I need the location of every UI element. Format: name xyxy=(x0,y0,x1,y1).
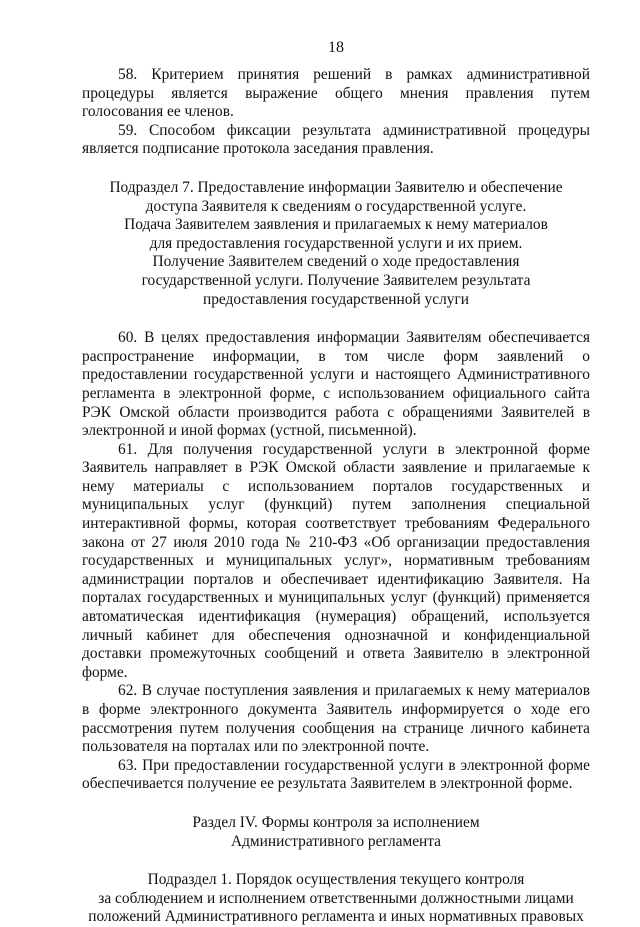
paragraph-60: 60. В целях предоставления информации Заявителям обеспечивается распространение информации, в том числе форм заявлений о предоставлении государственной услуги и настоящего Административного регламента в электронной форме, с использованием официального сайта РЭК Омской области производится работа с обращениями Заявителей в электронной и иной формах (устной, письменной). xyxy=(82,329,590,440)
paragraph-group-a xyxy=(82,66,590,159)
paragraph-59: 59. Способом фиксации результата административной процедуры является подписание протокола заседания правления. xyxy=(82,121,590,158)
heading-line: Административного регламента xyxy=(230,832,442,850)
heading-line: за соблюдением и исполнением ответственными должностными лицами xyxy=(98,889,574,907)
heading-line: Раздел IV. Формы контроля за исполнением xyxy=(192,813,480,831)
heading-line: государственной услуги. Получение Заявителем результата xyxy=(141,271,531,289)
heading-line: Подача Заявителем заявления и прилагаемых к нему материалов xyxy=(124,216,548,234)
subsection-7-heading xyxy=(82,179,590,309)
paragraph-61: 61. Для получения государственной услуги в электронной форме Заявитель направляет в РЭК Омской области заявление и прилагаемые к нему материалы с использованием порталов государственных и муниципальных услуг (функций) путем заполнения специальной интерактивной формы, которая соответствует требованиям Федерального закона от 27 июля 2010 года № 210-ФЗ «Об организации предоставления государственных и муниципальных услуг», нормативным требованиям администрации порталов и обеспечивает идентификацию Заявителя. На порталах государственных и муниципальных услуг (функций) применяется автоматическая идентификация (нумерация) обращений, используется личный кабинет для обеспечения однозначной и конфиденциальной доставки промежуточных сообщений и ответа Заявителю в электронной форме. xyxy=(82,440,590,681)
section-4-heading xyxy=(82,814,590,851)
subsection-1-heading xyxy=(82,871,590,927)
paragraph-63: 63. При предоставлении государственной услуги в электронной форме обеспечивается получение ее результата Заявителем в электронной форме. xyxy=(82,756,590,793)
heading-line: положений Административного регламента и иных нормативных правовых xyxy=(88,908,584,926)
heading-line: Подраздел 7. Предоставление информации Заявителю и обеспечение xyxy=(109,178,563,196)
paragraph-group-b xyxy=(82,329,590,794)
document-page xyxy=(82,38,590,927)
paragraph-62: 62. В случае поступления заявления и прилагаемых к нему материалов в форме электронного документа Заявитель информируется о ходе его рассмотрения путем получения сообщения на странице личного кабинета пользователя на порталах или по электронной почте. xyxy=(82,682,590,756)
heading-line: доступа Заявителя к сведениям о государственной услуге. xyxy=(145,197,527,215)
heading-line: для предоставления государственной услуги и их прием. xyxy=(149,234,523,252)
heading-line: Подраздел 1. Порядок осуществления текущего контроля xyxy=(147,871,525,889)
heading-line: Получение Заявителем сведений о ходе предоставления xyxy=(152,253,520,271)
page-number: 18 xyxy=(328,39,344,56)
heading-line: предоставления государственной услуги xyxy=(202,290,469,308)
paragraph-58: 58. Критерием принятия решений в рамках административной процедуры является выражение общего мнения правления путем голосования ее членов. xyxy=(82,66,590,121)
